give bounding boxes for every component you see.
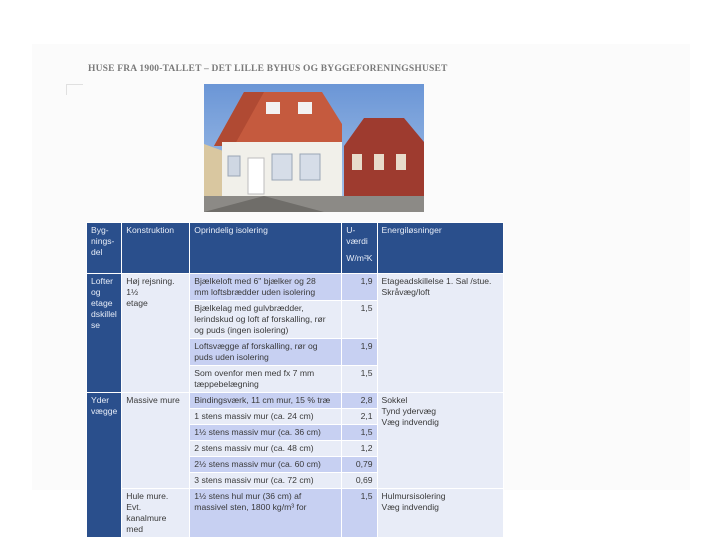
- uvaerdi-cell: 1,9: [342, 274, 377, 301]
- uvaerdi-cell: 0,69: [342, 473, 377, 489]
- isolering-cell: 2½ stens massiv mur (ca. 60 cm): [190, 457, 342, 473]
- konstruktion-cell: Høj rejsning. 1½ etage: [122, 274, 190, 393]
- header-uvaerdi-label: U- værdi: [346, 225, 368, 246]
- scanned-page: [32, 44, 690, 534]
- energi-cell: Etageadskillelse 1. Sal /stue. Skråvæg/loft: [377, 274, 503, 393]
- section-label-lofter: Lofter og etage dskillel se: [87, 274, 122, 393]
- header-isolering: Oprindelig isolering: [190, 223, 342, 274]
- uvaerdi-cell: 1,5: [342, 489, 377, 538]
- header-uvaerdi-unit: W/m²K: [346, 253, 373, 263]
- isolering-cell: Som ovenfor men med fx 7 mm tæppebelægning: [190, 366, 342, 393]
- isolering-cell: Bindingsværk, 11 cm mur, 15 % træ: [190, 393, 342, 409]
- isolering-cell: 2 stens massiv mur (ca. 48 cm): [190, 441, 342, 457]
- konstruktion-cell: Massive mure: [122, 393, 190, 489]
- page-title: HUSE FRA 1900-TALLET – DET LILLE BYHUS OG BYGGEFORENINGSHUSET: [88, 64, 448, 74]
- uvaerdi-cell: 1,2: [342, 441, 377, 457]
- uvaerdi-cell: 1,9: [342, 339, 377, 366]
- energi-cell: Sokkel Tynd ydervæg Væg indvendig: [377, 393, 503, 489]
- table-row: [87, 393, 504, 409]
- uvaerdi-cell: 1,5: [342, 301, 377, 339]
- table-header-row: [87, 223, 504, 274]
- header-uvaerdi: [342, 223, 377, 274]
- uvaerdi-cell: 1,5: [342, 425, 377, 441]
- insulation-table: [86, 222, 504, 538]
- isolering-cell: Bjælkeloft med 6" bjælker og 28 mm loftsbrædder uden isolering: [190, 274, 342, 301]
- isolering-cell: 3 stens massiv mur (ca. 72 cm): [190, 473, 342, 489]
- isolering-cell: Bjælkelag med gulvbrædder, lerindskud og loft af forskalling, rør og puds (ingen isolering): [190, 301, 342, 339]
- konstruktion-cell: Hule mure. Evt. kanalmure med: [122, 489, 190, 538]
- isolering-cell: 1 stens massiv mur (ca. 24 cm): [190, 409, 342, 425]
- section-label-ydervaegge: Yder vægge: [87, 393, 122, 538]
- header-energi: Energiløsninger: [377, 223, 503, 274]
- isolering-cell: Loftsvægge af forskalling, rør og puds uden isolering: [190, 339, 342, 366]
- uvaerdi-cell: 1,5: [342, 366, 377, 393]
- house-photo: [204, 84, 424, 212]
- table-row: [87, 489, 504, 538]
- page-corner: [66, 84, 83, 95]
- energi-cell: Hulmursisolering Væg indvendig: [377, 489, 503, 538]
- uvaerdi-cell: 2,1: [342, 409, 377, 425]
- header-konstruktion: Konstruktion: [122, 223, 190, 274]
- uvaerdi-cell: 2,8: [342, 393, 377, 409]
- header-bygningsdel: Byg- nings- del: [87, 223, 122, 274]
- table-row: [87, 274, 504, 301]
- isolering-cell: 1½ stens massiv mur (ca. 36 cm): [190, 425, 342, 441]
- isolering-cell: 1½ stens hul mur (36 cm) af massivel sten, 1800 kg/m³ for: [190, 489, 342, 538]
- uvaerdi-cell: 0,79: [342, 457, 377, 473]
